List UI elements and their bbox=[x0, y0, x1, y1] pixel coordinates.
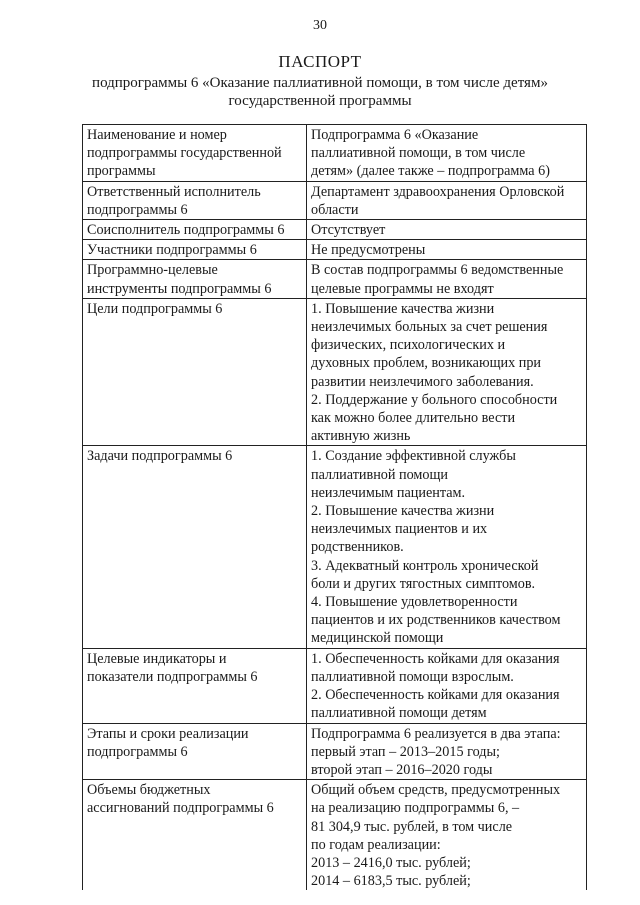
row-label-line: Задачи подпрограммы 6 bbox=[87, 448, 233, 465]
row-label-cell bbox=[83, 446, 307, 648]
row-value-cell bbox=[307, 260, 587, 298]
table-row bbox=[83, 648, 587, 723]
row-label-line: Объемы бюджетных bbox=[87, 782, 211, 799]
table-row bbox=[83, 446, 587, 648]
table-row bbox=[83, 181, 587, 219]
row-value-line: 3. Адекватный контроль хронической bbox=[311, 557, 539, 574]
row-value-line: Общий объем средств, предусмотренных bbox=[311, 782, 561, 799]
row-value-line: второй этап – 2016–2020 годы bbox=[311, 761, 493, 778]
row-label-line: Ответственный исполнитель bbox=[87, 183, 261, 200]
row-value-cell bbox=[307, 240, 587, 260]
table-row bbox=[83, 298, 587, 446]
row-value-cell bbox=[307, 446, 587, 648]
row-label-line: подпрограммы 6 bbox=[87, 201, 188, 218]
row-value-line: боли и других тягостных симптомов. bbox=[311, 575, 536, 592]
row-value-line: Подпрограмма 6 реализуется в два этапа: bbox=[311, 725, 561, 742]
row-value-cell bbox=[307, 220, 587, 240]
row-value-cell bbox=[307, 723, 587, 780]
row-label-cell bbox=[83, 240, 307, 260]
row-value-line: 1. Создание эффективной службы bbox=[311, 448, 516, 465]
row-value-cell bbox=[307, 780, 587, 891]
table-row bbox=[83, 240, 587, 260]
row-label-line: Участники подпрограммы 6 bbox=[87, 242, 257, 259]
row-value-line: 2013 – 2416,0 тыс. рублей; bbox=[311, 854, 471, 871]
row-value-line: развитии неизлечимого заболевания. bbox=[311, 373, 534, 390]
row-value-line: 1. Повышение качества жизни bbox=[311, 300, 495, 317]
row-label-cell bbox=[83, 648, 307, 723]
row-label-line: Цели подпрограммы 6 bbox=[87, 300, 223, 317]
row-label-line: подпрограммы 6 bbox=[87, 743, 188, 760]
row-value-line: 4. Повышение удовлетворенности bbox=[311, 594, 518, 611]
table-row bbox=[83, 220, 587, 240]
row-label-line: Программно-целевые bbox=[87, 262, 218, 279]
row-label-line: Этапы и сроки реализации bbox=[87, 725, 249, 742]
subtitle-line: государственной программы bbox=[228, 93, 412, 109]
row-value-line: В состав подпрограммы 6 ведомственные bbox=[311, 262, 564, 279]
row-value-line: 2014 – 6183,5 тыс. рублей; bbox=[311, 873, 471, 890]
row-label-line: показатели подпрограммы 6 bbox=[87, 668, 258, 685]
row-value-line: 1. Обеспеченность койками для оказания bbox=[311, 650, 560, 667]
row-value-line: на реализацию подпрограммы 6, – bbox=[311, 800, 520, 817]
table-row bbox=[83, 780, 587, 891]
row-value-line: паллиативной помощи, в том числе bbox=[311, 145, 526, 162]
row-value-line: духовных проблем, возникающих при bbox=[311, 355, 542, 372]
table-row bbox=[83, 723, 587, 780]
row-value-cell bbox=[307, 125, 587, 182]
row-value-line: пациентов и их родственников качеством bbox=[311, 612, 561, 629]
row-value-line: 2. Повышение качества жизни bbox=[311, 503, 495, 520]
row-value-cell bbox=[307, 648, 587, 723]
row-label-cell bbox=[83, 125, 307, 182]
row-label-cell bbox=[83, 220, 307, 240]
row-value-line: Подпрограмма 6 «Оказание bbox=[311, 127, 479, 143]
row-label-line: ассигнований подпрограммы 6 bbox=[87, 800, 274, 817]
row-value-line: 81 304,9 тыс. рублей, в том числе bbox=[311, 818, 513, 835]
row-value-line: как можно более длительно вести bbox=[311, 410, 516, 427]
row-label-line: программы bbox=[87, 163, 156, 180]
row-label-line: подпрограммы государственной bbox=[87, 145, 282, 162]
document-title: ПАСПОРТ bbox=[278, 52, 362, 71]
row-value-line: Отсутствует bbox=[311, 222, 386, 239]
row-value-line: паллиативной помощи детям bbox=[311, 705, 487, 722]
row-label-cell bbox=[83, 780, 307, 891]
document-subtitle bbox=[40, 74, 600, 110]
row-value-line: неизлечимых больных за счет решения bbox=[311, 319, 548, 336]
row-label-line: Целевые индикаторы и bbox=[87, 650, 227, 667]
row-value-line: родственников. bbox=[311, 539, 404, 556]
row-value-line: Департамент здравоохранения Орловской bbox=[311, 183, 565, 200]
row-value-cell bbox=[307, 181, 587, 219]
row-value-line: по годам реализации: bbox=[311, 836, 441, 853]
row-value-line: Не предусмотрены bbox=[311, 242, 426, 259]
table-row bbox=[83, 125, 587, 182]
row-value-line: области bbox=[311, 201, 359, 218]
row-label-line: инструменты подпрограммы 6 bbox=[87, 280, 272, 297]
row-value-line: первый этап – 2013–2015 годы; bbox=[311, 743, 500, 760]
row-label-cell bbox=[83, 181, 307, 219]
row-value-line: медицинской помощи bbox=[311, 630, 444, 647]
passport-table bbox=[82, 124, 587, 890]
row-value-line: целевые программы не входят bbox=[311, 280, 494, 297]
page-number: 30 bbox=[313, 18, 327, 33]
row-value-line: неизлечимых пациентов и их bbox=[311, 521, 488, 538]
row-label-line: Соисполнитель подпрограммы 6 bbox=[87, 222, 285, 239]
subtitle-line: подпрограммы 6 «Оказание паллиативной помощи, в том числе детям» bbox=[92, 75, 548, 91]
row-label-line: Наименование и номер bbox=[87, 127, 227, 143]
row-label-cell bbox=[83, 298, 307, 446]
row-value-line: 2. Поддержание у больного способности bbox=[311, 391, 558, 408]
row-value-cell bbox=[307, 298, 587, 446]
row-value-line: неизлечимым пациентам. bbox=[311, 484, 466, 501]
table-row bbox=[83, 260, 587, 298]
row-value-line: паллиативной помощи взрослым. bbox=[311, 668, 514, 685]
row-value-line: 2. Обеспеченность койками для оказания bbox=[311, 687, 560, 704]
row-value-line: активную жизнь bbox=[311, 428, 411, 445]
row-value-line: паллиативной помощи bbox=[311, 466, 449, 483]
row-label-cell bbox=[83, 723, 307, 780]
row-value-line: детям» (далее также – подпрограмма 6) bbox=[311, 163, 550, 180]
row-value-line: физических, психологических и bbox=[311, 337, 506, 354]
passport-table-body bbox=[83, 125, 587, 891]
row-label-cell bbox=[83, 260, 307, 298]
